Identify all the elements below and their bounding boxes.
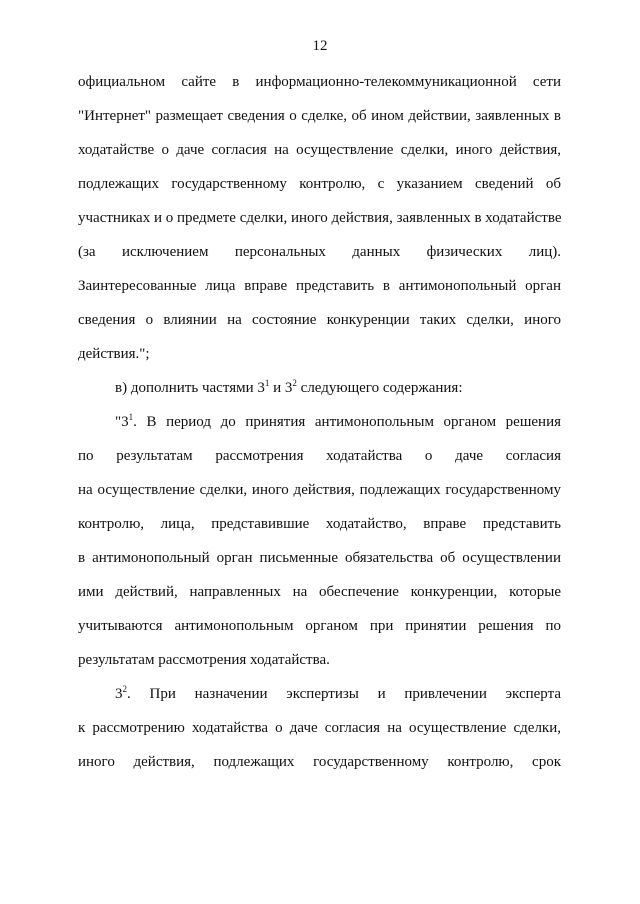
paragraph-3 (78, 405, 561, 677)
paragraph-4 (78, 677, 561, 779)
text-line (78, 677, 561, 711)
paragraph-1 (78, 65, 561, 371)
text-line: ходатайстве о даче согласия на осуществление сделки, иного действия, (78, 142, 561, 158)
text-segment: 3 (115, 686, 123, 702)
text-line: контролю, лица, представившие ходатайство, вправе представить (78, 516, 561, 532)
text-line: иного действия, подлежащих государственному контролю, срок (78, 754, 561, 770)
text-line: на осуществление сделки, иного действия, подлежащих государственному (78, 482, 561, 498)
text-line (78, 371, 561, 405)
superscript: 2 (292, 378, 297, 388)
text-line: Заинтересованные лица вправе представить в антимонопольный орган (78, 278, 561, 294)
text-line: действия."; (78, 346, 150, 362)
text-segment: в) дополнить частями 3 (115, 380, 265, 396)
text-line: по результатам рассмотрения ходатайства о даче согласия (78, 448, 561, 464)
text-segment: "3 (115, 414, 129, 430)
text-line: официальном сайте в информационно-телекоммуникационной сети (78, 74, 561, 90)
text-line: в антимонопольный орган письменные обязательства об осуществлении (78, 550, 561, 566)
text-line: (за исключением персональных данных физических лиц). (78, 244, 561, 260)
text-line: результатам рассмотрения ходатайства. (78, 652, 330, 668)
superscript: 1 (264, 378, 270, 388)
text-line: учитываются антимонопольным органом при принятии решения по (78, 618, 561, 634)
text-line: участниках и о предмете сделки, иного действия, заявленных в ходатайстве (78, 210, 562, 226)
text-line: "Интернет" размещает сведения о сделке, об ином действии, заявленных в (78, 108, 561, 124)
text-line (78, 405, 561, 439)
text-segment: и 3 (269, 380, 293, 396)
paragraph-2 (78, 371, 561, 405)
text-line: подлежащих государственному контролю, с указанием сведений об (78, 176, 561, 192)
page-number: 12 (312, 38, 328, 54)
text-line: к рассмотрению ходатайства о даче согласия на осуществление сделки, (78, 720, 561, 736)
text-segment: . При назначении экспертизы и привлечении эксперта (127, 686, 561, 702)
superscript: 1 (128, 412, 134, 422)
document-body (78, 65, 561, 779)
superscript: 2 (122, 684, 127, 694)
text-segment: . В период до принятия антимонопольным органом решения (133, 414, 561, 430)
text-line: ими действий, направленных на обеспечение конкуренции, которые (78, 584, 561, 600)
text-segment: следующего содержания: (296, 380, 463, 396)
text-line: сведения о влиянии на состояние конкуренции таких сделки, иного (78, 312, 561, 328)
